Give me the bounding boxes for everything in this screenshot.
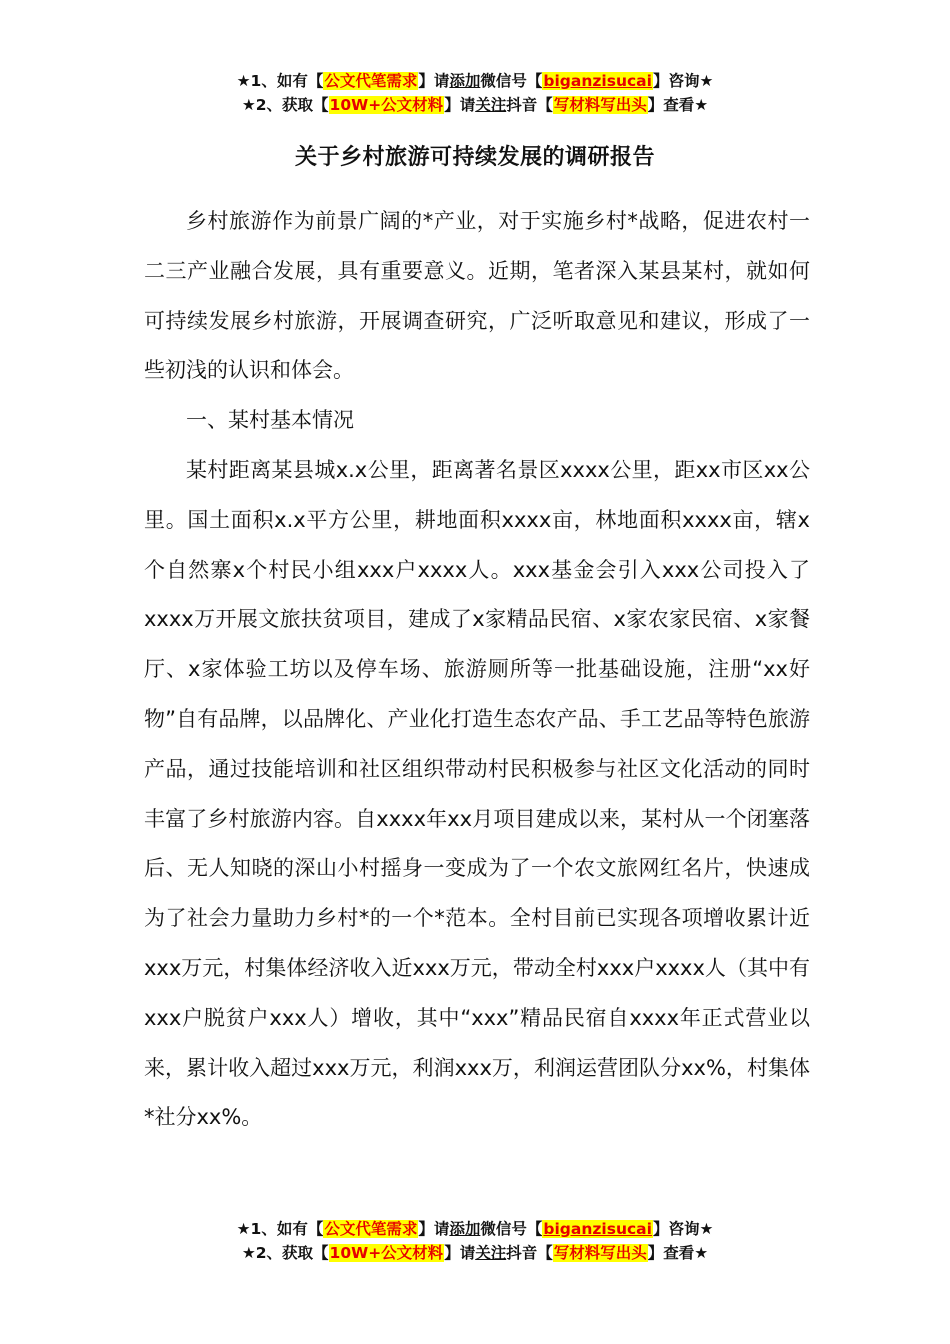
ad-text: 】请 [418,72,450,90]
ad-line-1 [0,1217,950,1241]
ad-text: 微信号【 [480,72,543,90]
ad-highlight-service: 公文代笔需求 [324,1220,418,1238]
document-body [144,197,810,1143]
ad-underline-follow: 关注 [475,1244,507,1262]
ad-line-1 [0,69,950,93]
ad-douyin-account: 写材料写出头 [553,96,647,114]
intro-paragraph: 乡村旅游作为前景广阔的*产业，对于实施乡村*战略，促进农村一二三产业融合发展，具有重要意义。近期，笔者深入某县某村，就如何可持续发展乡村旅游，开展调查研究，广泛听取意见和建议，形成了一些初浅的认识和体会。 [144,209,810,383]
ad-text: 】请 [444,1244,476,1262]
ad-text: 】请 [418,1220,450,1238]
ad-text: ★2、获取【 [241,1244,329,1262]
ad-wechat-id[interactable]: biganzisucai [543,1220,652,1238]
section-heading: 一、某村基本情况 [186,408,354,433]
ad-underline-add: 添加 [449,72,481,90]
header-ad-banner [0,69,950,117]
document-title: 关于乡村旅游可持续发展的调研报告 [294,145,655,170]
footer-ad-banner [0,1217,950,1265]
ad-text: 】咨询★ [652,72,714,90]
ad-text: ★1、如有【 [236,1220,324,1238]
ad-text: 抖音【 [506,96,553,114]
ad-text: 】查看★ [647,96,709,114]
ad-highlight-service: 公文代笔需求 [324,72,418,90]
ad-highlight-materials: 10W+公文材料 [329,96,444,114]
ad-highlight-materials: 10W+公文材料 [329,1244,444,1262]
ad-text: 抖音【 [506,1244,553,1262]
section-paragraph: 某村距离某县城x.x公里，距离著名景区xxxx公里，距xx市区xx公里。国土面积x.x平方公里，耕地面积xxxx亩，林地面积xxxx亩，辖x个自然寨x个村民小组xxx户xxxx人。xxx基金会引入xxx公司投入了xxxx万开展文旅扶贫项目，建成了x家精品民宿、x家农家民宿、x家餐厅、x家体验工坊以及停车场、旅游厕所等一批基础设施，注册“xx好物”自有品牌，以品牌化、产业化打造生态农产品、手工艺品等特色旅游产品，通过技能培训和社区组织带动村民积极参与社区文化活动的同时丰富了乡村旅游内容。自xxxx年xx月项目建成以来，某村从一个闭塞落后、无人知晓的深山小村摇身一变成为了一个农文旅网红名片，快速成为了社会力量助力乡村*的一个*范本。全村目前已实现各项增收累计近xxx万元，村集体经济收入近xxx万元，带动全村xxx户xxxx人（其中有xxx户脱贫户xxx人）增收，其中“xxx”精品民宿自xxxx年正式营业以来，累计收入超过xxx万元，利润xxx万，利润运营团队分xx%，村集体*社分xx%。 [144,457,810,1130]
ad-line-2 [0,93,950,117]
ad-text: ★2、获取【 [241,96,329,114]
ad-text: 】咨询★ [652,1220,714,1238]
ad-underline-add: 添加 [449,1220,481,1238]
ad-text: 】请 [444,96,476,114]
ad-douyin-account: 写材料写出头 [553,1244,647,1262]
ad-underline-follow: 关注 [475,96,507,114]
ad-text: 微信号【 [480,1220,543,1238]
ad-wechat-id[interactable]: biganzisucai [543,72,652,90]
ad-text: ★1、如有【 [236,72,324,90]
ad-text: 】查看★ [647,1244,709,1262]
ad-line-2 [0,1241,950,1265]
